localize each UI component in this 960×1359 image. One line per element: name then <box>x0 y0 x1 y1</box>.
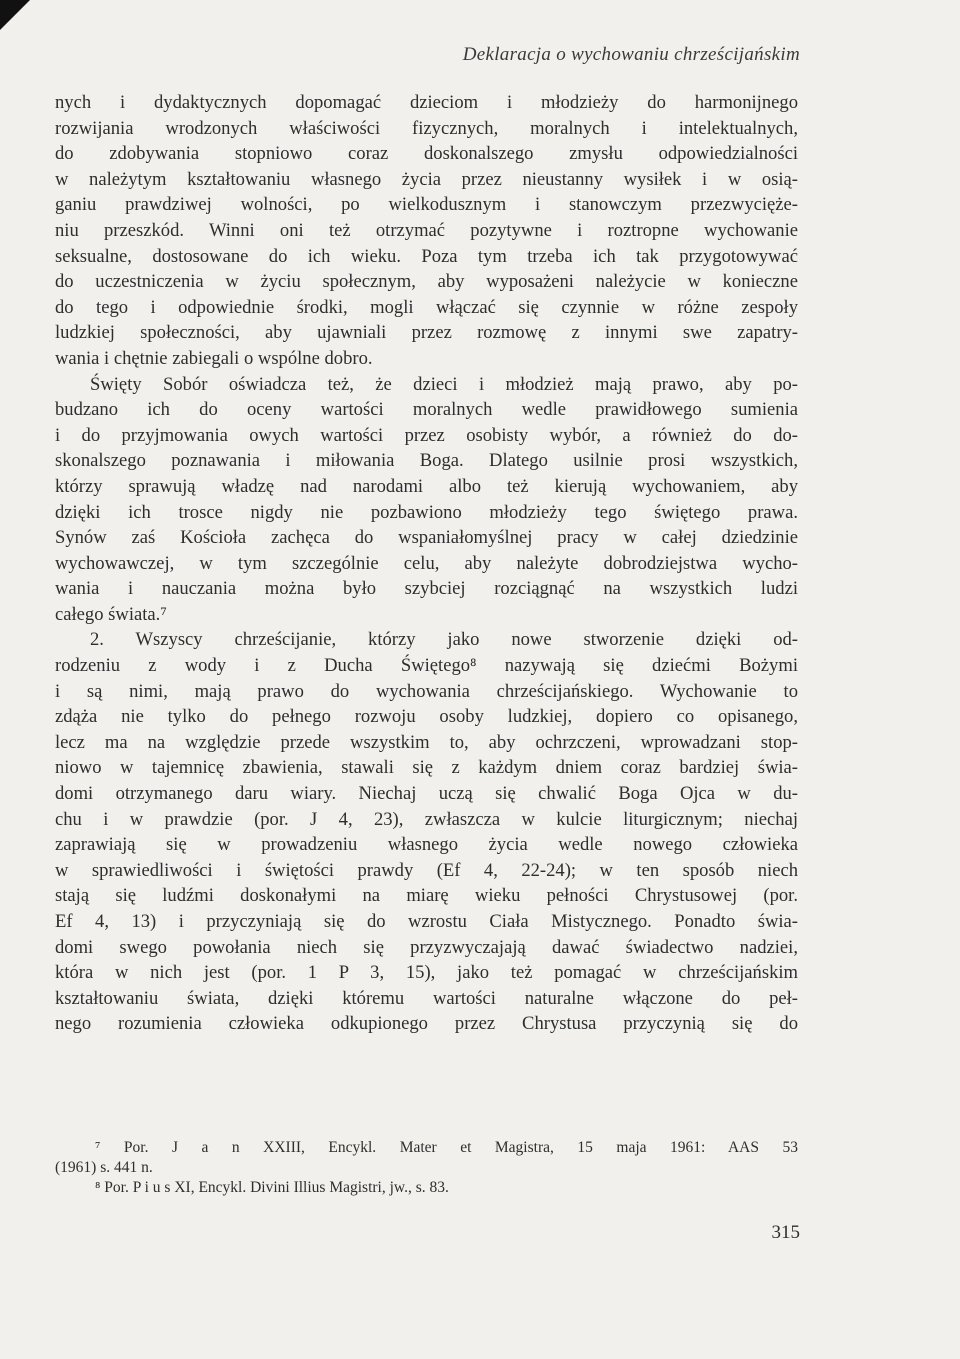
text-line: wania i nauczania można było szybciej rozciągnąć na wszystkich ludzi <box>55 578 798 600</box>
text-line: budzano ich do oceny wartości moralnych wedle prawidłowego sumienia <box>55 399 798 421</box>
text-line: rozwijania wrodzonych właściwości fizycznych, moralnych i intelektualnych, <box>55 117 798 139</box>
body-text <box>55 90 798 1037</box>
footnotes <box>55 1138 798 1198</box>
text-line: ganiu prawdziwej wolności, po wielkodusznym i stanowczym przezwycięże- <box>55 194 798 216</box>
text-line: do zdobywania stopniowo coraz doskonalszego zmysłu odpowiedzialności <box>55 143 798 165</box>
text-line: i do przyjmowania owych wartości przez osobisty wybór, a również do do- <box>55 424 798 446</box>
text-line: wania i chętnie zabiegali o wspólne dobro. <box>55 347 373 369</box>
text-line: chu i w prawdzie (por. J 4, 23), zwłaszcza w kulcie liturgicznym; niechaj <box>55 808 798 830</box>
text-line: 2. Wszyscy chrześcijanie, którzy jako nowe stworzenie dzięki od- <box>90 629 798 651</box>
text-line: domi otrzymanego daru wiary. Niechaj uczą się chwalić Boga Ojca w du- <box>55 783 798 805</box>
text-line: którzy sprawują władzę nad narodami albo też kierują wychowaniem, aby <box>55 475 798 497</box>
text-line: Synów zaś Kościoła zachęca do wspaniałomyślnej pracy w całej dziedzinie <box>55 527 798 549</box>
text-line: niowo w tajemnicę zbawienia, stawali się z każdym dniem coraz bardziej świa- <box>55 757 798 779</box>
text-line: do tego i odpowiednie środki, mogli włączać się czynnie w różne zespoły <box>55 296 798 318</box>
text-line: ludzkiej społeczności, aby ujawniali przez rozmowę z innymi swe zapatry- <box>55 322 798 344</box>
text-line: stają się ludźmi doskonałymi na miarę wieku pełności Chrystusowej (por. <box>55 885 798 907</box>
text-line: Ef 4, 13) i przyczyniają się do wzrostu Ciała Mistycznego. Ponadto świa- <box>55 911 798 932</box>
text-line: zdąża nie tylko do pełnego rozwoju osoby ludzkiej, dopiero co opisanego, <box>55 706 798 728</box>
text-line: całego świata.⁷ <box>55 603 167 625</box>
text-line: seksualne, dostosowane do ich wieku. Poza tym trzeba ich tak przygotowywać <box>55 245 798 267</box>
text-line: kształtowaniu świata, dzięki któremu wartości naturalne włączone do peł- <box>55 987 798 1009</box>
text-line: domi swego powołania niech się przyzwyczajają dawać świadectwo nadziei, <box>55 936 798 958</box>
text-line: w sprawiedliwości i świętości prawdy (Ef 4, 22-24); w ten sposób niech <box>55 859 798 881</box>
text-line: w należytym kształtowaniu własnego życia przez nieustanny wysiłek i w osią- <box>55 168 798 190</box>
scan-corner-mark <box>0 0 30 30</box>
text-line: zaprawiają się w prowadzeniu własnego życia wedle nowego człowieka <box>55 834 798 856</box>
text-line: lecz ma na względzie przede wszystkim to, aby ochrzczeni, wprowadzani stop- <box>55 731 798 753</box>
running-head: Deklaracja o wychowaniu chrześcijańskim <box>462 44 800 65</box>
footnote-7-continued: (1961) s. 441 n. <box>55 1159 153 1176</box>
text-line: skonalszego poznawania i miłowania Boga. Dlatego usilnie prosi wszystkich, <box>55 450 798 472</box>
text-line: wychowawczej, w tym szczególnie celu, aby należyte dobrodziejstwa wycho- <box>55 552 798 574</box>
page-number: 315 <box>771 1222 800 1243</box>
text-line: dzięki ich trosce nigdy nie pozbawiono młodzieży tego świętego prawa. <box>55 501 798 523</box>
text-line: do uczestniczenia w życiu społecznym, aby wyposażeni należycie w konieczne <box>55 271 798 293</box>
text-line: i są nimi, mają prawo do wychowania chrześcijańskiego. Wychowanie to <box>55 680 798 702</box>
footnote-7: ⁷ Por. J a n XXIII, Encykl. Mater et Magistra, 15 maja 1961: AAS 53 <box>95 1139 798 1156</box>
text-line: rodzeniu z wody i z Ducha Świętego⁸ nazywają się dziećmi Bożymi <box>55 655 798 677</box>
footnote-8: ⁸ Por. P i u s XI, Encykl. Divini Illius Magistri, jw., s. 83. <box>95 1179 449 1196</box>
text-line: nych i dydaktycznych dopomagać dzieciom i młodzieży do harmonijnego <box>55 92 798 113</box>
text-line: niu przeszkód. Winni oni też otrzymać pozytywne i roztropne wychowanie <box>55 219 798 241</box>
text-line: Święty Sobór oświadcza też, że dzieci i młodzież mają prawo, aby po- <box>90 373 798 395</box>
text-line: nego rozumienia człowieka odkupionego przez Chrystusa przyczynią się do <box>55 1013 798 1035</box>
text-line: która w nich jest (por. 1 P 3, 15), jako też pomagać w chrześcijańskim <box>55 962 798 984</box>
